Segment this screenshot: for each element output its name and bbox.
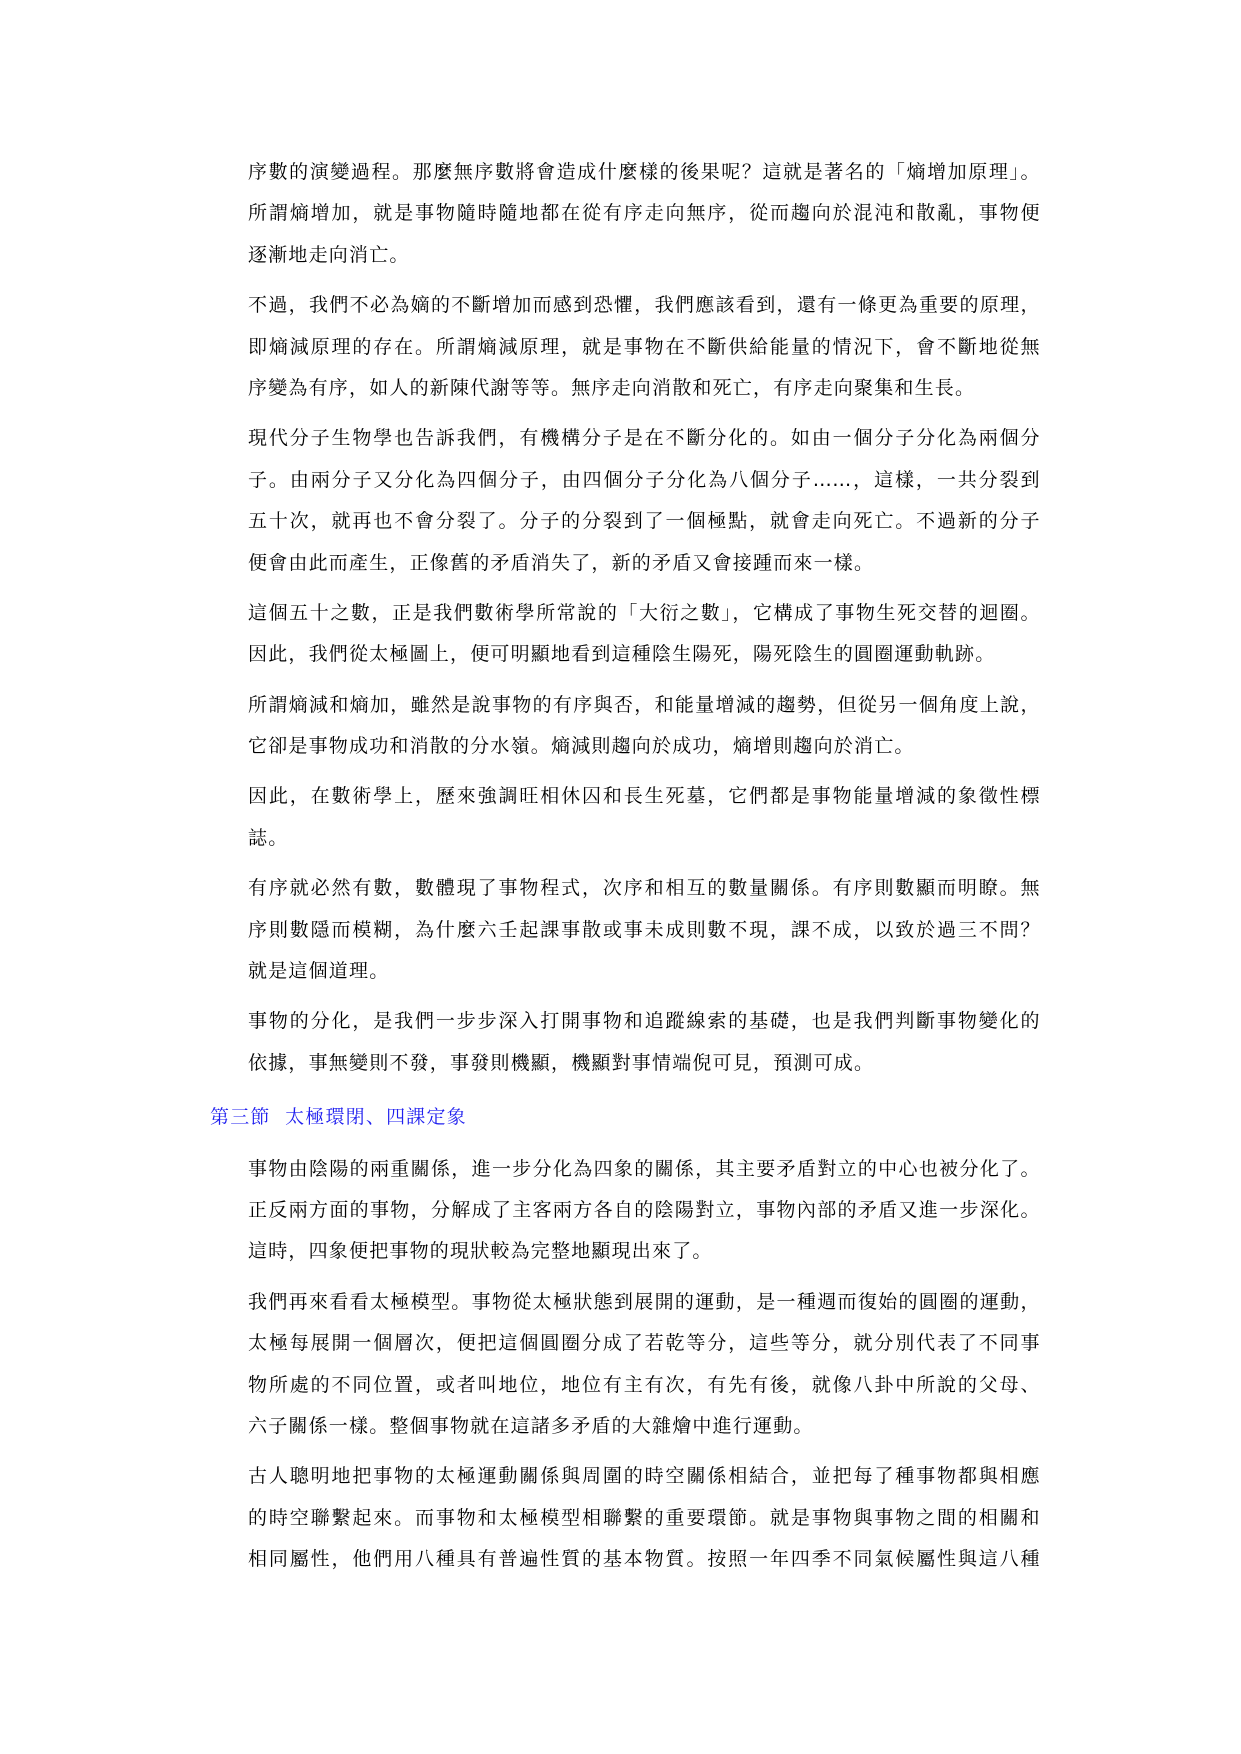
- paragraph-line: 的時空聯繫起來。而事物和太極模型相聯繫的重要環節。就是事物與事物之間的相關和: [248, 1506, 1040, 1529]
- text-body: [210, 152, 1040, 1590]
- paragraph: [248, 285, 1040, 409]
- paragraph-line: 子。由兩分子又分化為四個分子，由四個分子分化為八個分子……，這樣，一共分裂到: [248, 468, 1040, 491]
- paragraph: [248, 1149, 1040, 1273]
- paragraph-line: 所謂熵減和熵加，雖然是說事物的有序與否，和能量增減的趨勢，但從另一個角度上說，: [248, 693, 1040, 716]
- paragraph-line: 便會由此而產生，正像舊的矛盾消失了，新的矛盾又會接踵而來一樣。: [248, 551, 875, 574]
- paragraph-line: 誌。: [248, 826, 289, 849]
- paragraph-line: 事物由陰陽的兩重關係，進一步分化為四象的關係，其主要矛盾對立的中心也被分化了。: [248, 1157, 1040, 1180]
- paragraph-line: 古人聰明地把事物的太極運動關係與周圍的時空關係相結合，並把每了種事物都與相應: [248, 1465, 1040, 1488]
- paragraph-line: 序則數隱而模糊，為什麼六壬起課事散或事未成則數不現，課不成，以致於過三不問？: [248, 918, 1040, 941]
- paragraph: [248, 593, 1040, 676]
- paragraph-line: 它卻是事物成功和消散的分水嶺。熵減則趨向於成功，熵增則趨向於消亡。: [248, 735, 915, 758]
- paragraph-line: 逐漸地走向消亡。: [248, 243, 410, 266]
- paragraph: [248, 868, 1040, 992]
- paragraph-line: 不過，我們不必為嫡的不斷增加而感到恐懼，我們應該看到，還有一條更為重要的原理，: [248, 294, 1040, 317]
- paragraph-line: 正反兩方面的事物，分解成了主客兩方各自的陰陽對立，事物內部的矛盾又進一步深化。: [248, 1198, 1040, 1221]
- paragraph-line: 五十次，就再也不會分裂了。分子的分裂到了一個極點，就會走向死亡。不過新的分子: [248, 510, 1040, 533]
- paragraph-line: 物所處的不同位置，或者叫地位，地位有主有次，有先有後，就像八卦中所說的父母、: [248, 1373, 1040, 1396]
- paragraph: [248, 1001, 1040, 1084]
- paragraph: [248, 152, 1040, 276]
- paragraph-line: 事物的分化，是我們一步步深入打開事物和追蹤線索的基礎，也是我們判斷事物變化的: [248, 1010, 1040, 1033]
- paragraph: [248, 776, 1040, 859]
- paragraph: [248, 685, 1040, 768]
- paragraph-line: 依據，事無變則不發，事發則機顯，機顯對事情端倪可見，預測可成。: [248, 1051, 875, 1074]
- paragraph-line: 所謂熵增加，就是事物隨時隨地都在從有序走向無序，從而趨向於混沌和散亂，事物便: [248, 202, 1040, 225]
- paragraph-line: 即熵減原理的存在。所謂熵減原理，就是事物在不斷供給能量的情況下，會不斷地從無: [248, 335, 1040, 358]
- paragraph-line: 現代分子生物學也告訴我們，有機構分子是在不斷分化的。如由一個分子分化為兩個分: [248, 427, 1040, 450]
- paragraph-line: 這時，四象便把事物的現狀較為完整地顯現出來了。: [248, 1240, 713, 1263]
- paragraph: [248, 418, 1040, 584]
- paragraph-line: 序變為有序，如人的新陳代謝等等。無序走向消散和死亡，有序走向聚集和生長。: [248, 376, 976, 399]
- paragraph-line: 就是這個道理。: [248, 960, 390, 983]
- paragraph-line: 序數的演變過程。那麼無序數將會造成什麼樣的後果呢？這就是著名的「熵增加原理」。: [248, 161, 1040, 183]
- paragraph-line: 我們再來看看太極模型。事物從太極狀態到展開的運動，是一種週而復始的圓圈的運動，: [248, 1290, 1040, 1313]
- paragraph-line: 相同屬性，他們用八種具有普遍性質的基本物質。按照一年四季不同氣候屬性與這八種: [248, 1548, 1040, 1571]
- paragraph: [248, 1456, 1040, 1580]
- paragraph: [248, 1282, 1040, 1448]
- paragraph-line: 六子關係一樣。整個事物就在這諸多矛盾的大雜燴中進行運動。: [248, 1414, 814, 1437]
- paragraph-line: 這個五十之數，正是我們數術學所常說的「大衍之數」，它構成了事物生死交替的迴圈。: [248, 601, 1040, 624]
- paragraph-line: 太極每展開一個層次，便把這個圓圈分成了若乾等分，這些等分，就分別代表了不同事: [248, 1332, 1040, 1355]
- paragraph-line: 因此，在數術學上，歷來強調旺相休囚和長生死墓，它們都是事物能量增減的象徵性標: [248, 785, 1040, 808]
- paragraph-line: 因此，我們從太極圖上，便可明顯地看到這種陰生陽死，陽死陰生的圓圈運動軌跡。: [248, 643, 996, 666]
- section-heading: 第三節 太極環閉、四課定象: [210, 1106, 467, 1129]
- paragraph-line: 有序就必然有數，數體現了事物程式，次序和相互的數量關係。有序則數顯而明瞭。無: [248, 877, 1040, 900]
